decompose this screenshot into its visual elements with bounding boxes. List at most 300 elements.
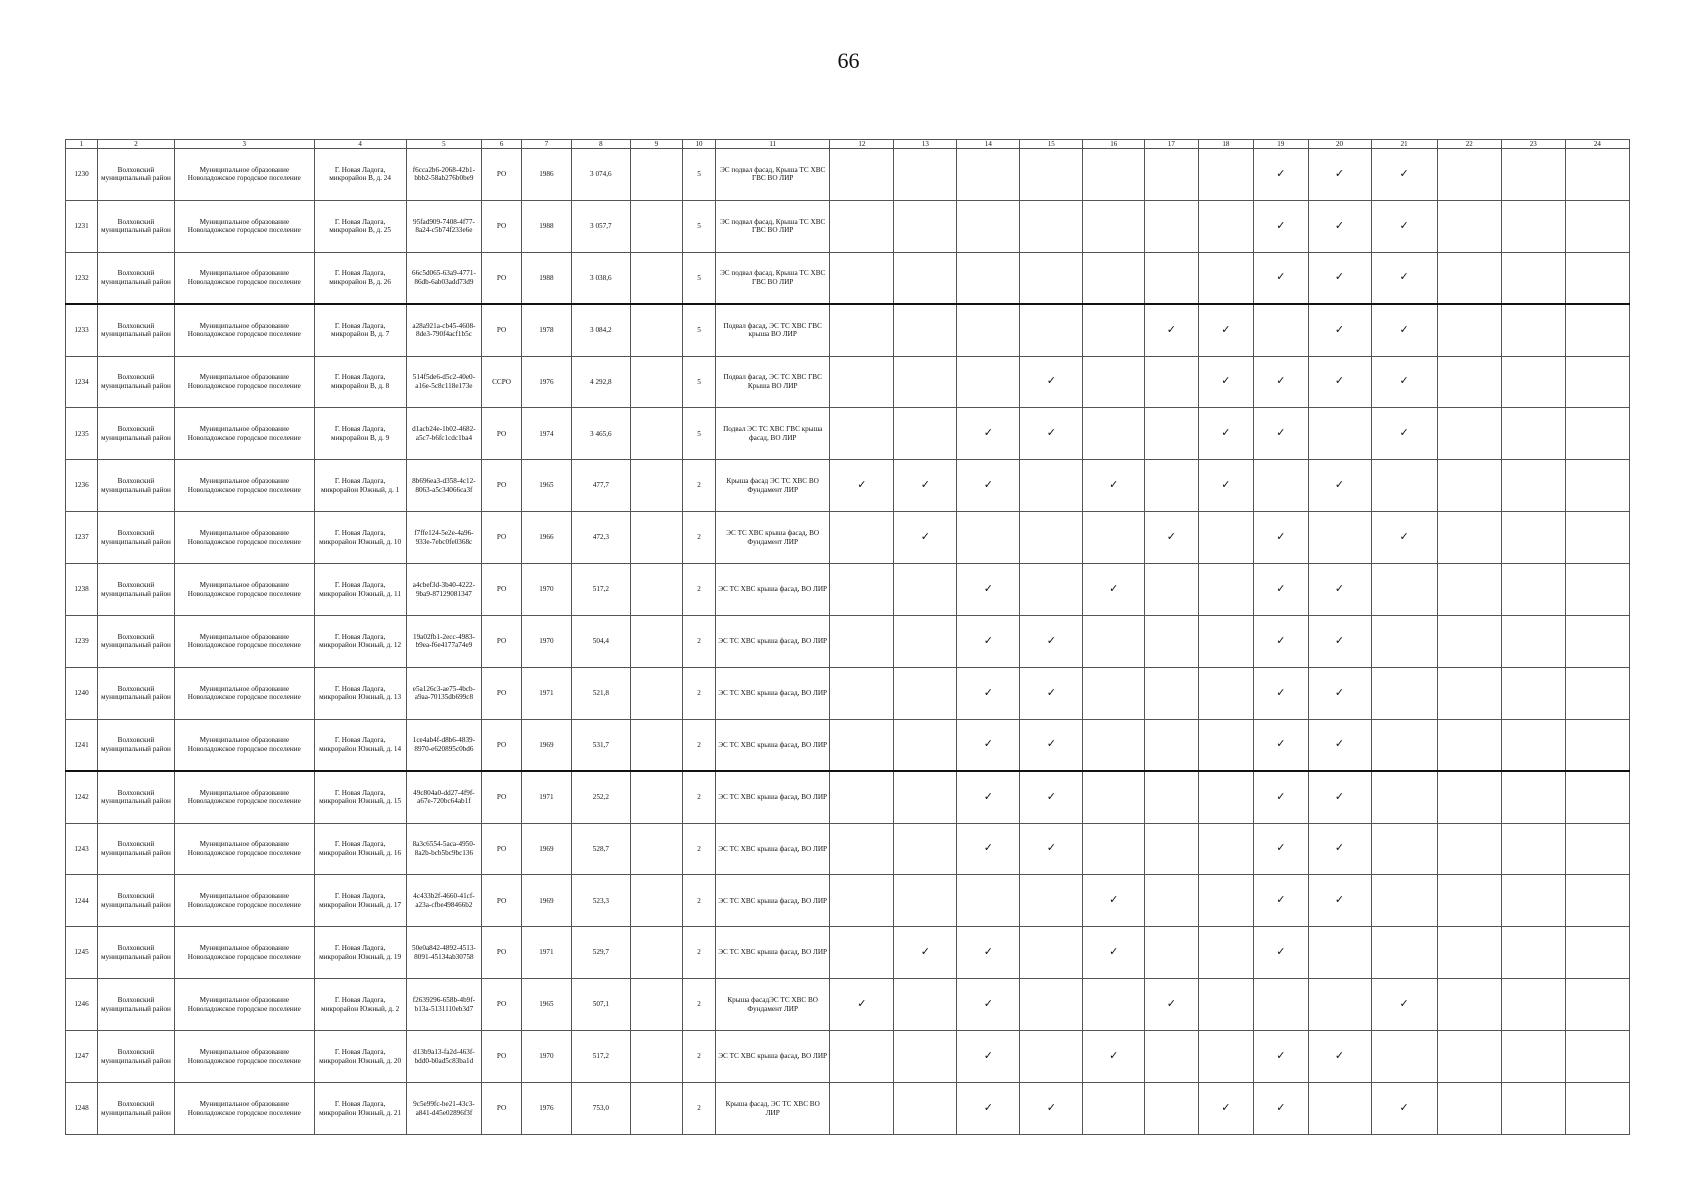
check-cell-col-16 bbox=[1083, 1031, 1145, 1083]
works-cell: ЭС ТС ХВС крыша фасад, ВО ЛИР bbox=[716, 667, 830, 719]
municipality-cell: Муниципальное образование Новоладожское городское поселение bbox=[174, 771, 314, 823]
guid-cell: 8a3c6554-5aca-4950-8a2b-bcb5bc9bc136 bbox=[406, 823, 482, 875]
check-cell-col-24 bbox=[1565, 304, 1629, 356]
check-mark-icon: ✓ bbox=[1046, 427, 1056, 440]
check-cell-col-17 bbox=[1145, 927, 1198, 979]
address-cell: Г. Новая Ладога, микрорайон В, д. 25 bbox=[314, 200, 406, 252]
year-cell: 1965 bbox=[521, 460, 571, 512]
column-number-11: 11 bbox=[716, 140, 830, 149]
check-cell-col-24 bbox=[1565, 149, 1629, 201]
year-cell: 1965 bbox=[521, 979, 571, 1031]
municipality-cell: Муниципальное образование Новоладожское городское поселение bbox=[174, 564, 314, 616]
guid-cell: 514f5de6-d5c2-40e0-a16e-5c8c118e173e bbox=[406, 356, 482, 408]
check-cell-col-22 bbox=[1437, 979, 1501, 1031]
type-cell: РО bbox=[482, 667, 522, 719]
check-cell-col-15 bbox=[1020, 200, 1083, 252]
check-cell-col-19 bbox=[1254, 1083, 1308, 1135]
municipality-cell: Муниципальное образование Новоладожское городское поселение bbox=[174, 408, 314, 460]
check-cell-col-19 bbox=[1254, 252, 1308, 304]
check-mark-icon: ✓ bbox=[1399, 375, 1409, 388]
district-cell: Волховский муниципальный район bbox=[98, 356, 175, 408]
area-cell: 3 038,6 bbox=[571, 252, 630, 304]
works-cell: ЭС ТС ХВС крыша фасад, ВО ЛИР bbox=[716, 823, 830, 875]
row-number: 1235 bbox=[66, 408, 98, 460]
check-mark-icon: ✓ bbox=[1399, 219, 1409, 232]
check-cell-col-13 bbox=[894, 927, 957, 979]
register-table bbox=[65, 139, 1630, 1135]
municipality-cell: Муниципальное образование Новоладожское городское поселение bbox=[174, 149, 314, 201]
check-mark-icon: ✓ bbox=[1276, 842, 1286, 855]
check-cell-col-14 bbox=[957, 1083, 1020, 1135]
check-cell-col-19 bbox=[1254, 667, 1308, 719]
check-cell-col-19 bbox=[1254, 719, 1308, 771]
year-cell: 1976 bbox=[521, 1083, 571, 1135]
check-mark-icon: ✓ bbox=[983, 1049, 993, 1062]
check-mark-icon: ✓ bbox=[983, 946, 993, 959]
check-cell-col-22 bbox=[1437, 564, 1501, 616]
floors-cell: 2 bbox=[682, 616, 715, 668]
check-mark-icon: ✓ bbox=[1334, 1049, 1345, 1062]
table-row bbox=[66, 823, 1630, 875]
area-cell: 753,0 bbox=[571, 1083, 630, 1135]
address-cell: Г. Новая Ладога, микрорайон В, д. 26 bbox=[314, 252, 406, 304]
floors-cell: 2 bbox=[682, 979, 715, 1031]
check-cell-col-13 bbox=[894, 564, 957, 616]
check-cell-col-15 bbox=[1020, 304, 1083, 356]
check-cell-col-15 bbox=[1020, 149, 1083, 201]
check-mark-icon: ✓ bbox=[1276, 531, 1286, 544]
check-cell-col-14 bbox=[957, 564, 1020, 616]
check-cell-col-23 bbox=[1501, 927, 1565, 979]
check-cell-col-21 bbox=[1371, 304, 1437, 356]
municipality-cell: Муниципальное образование Новоладожское городское поселение bbox=[174, 356, 314, 408]
check-cell-col-22 bbox=[1437, 149, 1501, 201]
municipality-cell: Муниципальное образование Новоладожское городское поселение bbox=[174, 667, 314, 719]
check-cell-col-12 bbox=[830, 616, 894, 668]
column-9-cell bbox=[630, 460, 682, 512]
guid-cell: e5a126c3-ae75-4bcb-a9aa-70135db699c8 bbox=[406, 667, 482, 719]
check-cell-col-13 bbox=[894, 304, 957, 356]
check-cell-col-19 bbox=[1254, 356, 1308, 408]
check-cell-col-23 bbox=[1501, 460, 1565, 512]
check-cell-col-18 bbox=[1198, 1031, 1254, 1083]
table-row bbox=[66, 1083, 1630, 1135]
guid-cell: f2639296-658b-4b9f-b13a-5131110eb3d7 bbox=[406, 979, 482, 1031]
check-mark-icon: ✓ bbox=[1399, 427, 1409, 440]
page-number: 66 bbox=[837, 48, 860, 73]
district-cell: Волховский муниципальный район bbox=[98, 512, 175, 564]
check-cell-col-21 bbox=[1371, 200, 1437, 252]
check-cell-col-23 bbox=[1501, 564, 1565, 616]
table-row bbox=[66, 927, 1630, 979]
check-cell-col-23 bbox=[1501, 719, 1565, 771]
check-cell-col-12 bbox=[830, 252, 894, 304]
check-cell-col-14 bbox=[957, 356, 1020, 408]
column-number-13: 13 bbox=[894, 140, 957, 149]
column-number-12: 12 bbox=[830, 140, 894, 149]
table-row bbox=[66, 304, 1630, 356]
column-number-3: 3 bbox=[174, 140, 314, 149]
district-cell: Волховский муниципальный район bbox=[98, 979, 175, 1031]
row-number: 1239 bbox=[66, 616, 98, 668]
check-cell-col-24 bbox=[1565, 1031, 1629, 1083]
check-cell-col-12 bbox=[830, 460, 894, 512]
floors-cell: 5 bbox=[682, 149, 715, 201]
table-row bbox=[66, 979, 1630, 1031]
check-cell-col-24 bbox=[1565, 356, 1629, 408]
row-number: 1247 bbox=[66, 1031, 98, 1083]
check-cell-col-15 bbox=[1020, 1031, 1083, 1083]
check-cell-col-13 bbox=[894, 408, 957, 460]
check-cell-col-16 bbox=[1083, 771, 1145, 823]
check-cell-col-23 bbox=[1501, 771, 1565, 823]
type-cell: РО bbox=[482, 460, 522, 512]
check-cell-col-13 bbox=[894, 979, 957, 1031]
check-cell-col-20 bbox=[1308, 979, 1371, 1031]
type-cell: ССРО bbox=[482, 356, 522, 408]
type-cell: РО bbox=[482, 512, 522, 564]
check-mark-icon: ✓ bbox=[1399, 167, 1409, 180]
works-cell: Подвал фасад, ЭС ТС ХВС ГВС крыша ВО ЛИР bbox=[716, 304, 830, 356]
area-cell: 521,8 bbox=[571, 667, 630, 719]
row-number: 1233 bbox=[66, 304, 98, 356]
address-cell: Г. Новая Ладога, микрорайон Южный, д. 14 bbox=[314, 719, 406, 771]
check-cell-col-24 bbox=[1565, 719, 1629, 771]
check-cell-col-18 bbox=[1198, 460, 1254, 512]
check-cell-col-16 bbox=[1083, 616, 1145, 668]
check-cell-col-19 bbox=[1254, 823, 1308, 875]
table-row bbox=[66, 408, 1630, 460]
check-mark-icon: ✓ bbox=[1046, 842, 1056, 855]
column-9-cell bbox=[630, 1083, 682, 1135]
check-mark-icon: ✓ bbox=[983, 998, 993, 1011]
type-cell: РО bbox=[482, 408, 522, 460]
check-cell-col-16 bbox=[1083, 252, 1145, 304]
year-cell: 1969 bbox=[521, 875, 571, 927]
check-mark-icon: ✓ bbox=[1334, 894, 1345, 907]
check-mark-icon: ✓ bbox=[1166, 531, 1176, 544]
check-cell-col-22 bbox=[1437, 823, 1501, 875]
check-cell-col-12 bbox=[830, 823, 894, 875]
row-number: 1230 bbox=[66, 149, 98, 201]
check-cell-col-16 bbox=[1083, 979, 1145, 1031]
check-cell-col-17 bbox=[1145, 460, 1198, 512]
check-cell-col-22 bbox=[1437, 304, 1501, 356]
check-mark-icon: ✓ bbox=[920, 479, 930, 492]
column-9-cell bbox=[630, 1031, 682, 1083]
check-cell-col-22 bbox=[1437, 667, 1501, 719]
municipality-cell: Муниципальное образование Новоладожское городское поселение bbox=[174, 1083, 314, 1135]
check-cell-col-14 bbox=[957, 460, 1020, 512]
column-number-14: 14 bbox=[957, 140, 1020, 149]
check-cell-col-21 bbox=[1371, 460, 1437, 512]
check-cell-col-19 bbox=[1254, 979, 1308, 1031]
check-cell-col-16 bbox=[1083, 149, 1145, 201]
floors-cell: 2 bbox=[682, 1031, 715, 1083]
guid-cell: 4c433b2f-4660-41cf-a23a-cfbe498466b2 bbox=[406, 875, 482, 927]
check-mark-icon: ✓ bbox=[1046, 1101, 1056, 1114]
row-number: 1242 bbox=[66, 771, 98, 823]
check-cell-col-19 bbox=[1254, 200, 1308, 252]
check-mark-icon: ✓ bbox=[1334, 686, 1345, 699]
check-cell-col-14 bbox=[957, 616, 1020, 668]
check-cell-col-17 bbox=[1145, 252, 1198, 304]
column-number-24: 24 bbox=[1565, 140, 1629, 149]
works-cell: Подвал ЭС ТС ХВС ГВС крыша фасад, ВО ЛИР bbox=[716, 408, 830, 460]
check-cell-col-21 bbox=[1371, 1083, 1437, 1135]
works-cell: ЭС ТС ХВС крыша фасад, ВО ЛИР bbox=[716, 927, 830, 979]
works-cell: Крыша фасад, ЭС ТС ХВС ВО ЛИР bbox=[716, 1083, 830, 1135]
check-cell-col-17 bbox=[1145, 200, 1198, 252]
check-cell-col-18 bbox=[1198, 408, 1254, 460]
check-mark-icon: ✓ bbox=[1334, 582, 1345, 595]
check-cell-col-17 bbox=[1145, 667, 1198, 719]
column-9-cell bbox=[630, 200, 682, 252]
check-cell-col-16 bbox=[1083, 460, 1145, 512]
check-cell-col-17 bbox=[1145, 1031, 1198, 1083]
column-number-16: 16 bbox=[1083, 140, 1145, 149]
district-cell: Волховский муниципальный район bbox=[98, 667, 175, 719]
check-cell-col-23 bbox=[1501, 304, 1565, 356]
check-cell-col-23 bbox=[1501, 667, 1565, 719]
check-cell-col-12 bbox=[830, 200, 894, 252]
district-cell: Волховский муниципальный район bbox=[98, 719, 175, 771]
check-mark-icon: ✓ bbox=[1276, 271, 1286, 284]
column-9-cell bbox=[630, 875, 682, 927]
district-cell: Волховский муниципальный район bbox=[98, 408, 175, 460]
address-cell: Г. Новая Ладога, микрорайон Южный, д. 2 bbox=[314, 979, 406, 1031]
check-cell-col-14 bbox=[957, 512, 1020, 564]
row-number: 1245 bbox=[66, 927, 98, 979]
column-9-cell bbox=[630, 149, 682, 201]
check-cell-col-12 bbox=[830, 356, 894, 408]
floors-cell: 2 bbox=[682, 875, 715, 927]
check-mark-icon: ✓ bbox=[1334, 479, 1345, 492]
check-mark-icon: ✓ bbox=[1334, 271, 1345, 284]
check-cell-col-12 bbox=[830, 771, 894, 823]
type-cell: РО bbox=[482, 823, 522, 875]
check-cell-col-20 bbox=[1308, 771, 1371, 823]
municipality-cell: Муниципальное образование Новоладожское городское поселение bbox=[174, 200, 314, 252]
check-cell-col-19 bbox=[1254, 1031, 1308, 1083]
check-cell-col-16 bbox=[1083, 823, 1145, 875]
check-mark-icon: ✓ bbox=[1334, 219, 1345, 232]
type-cell: РО bbox=[482, 927, 522, 979]
check-cell-col-22 bbox=[1437, 771, 1501, 823]
column-9-cell bbox=[630, 719, 682, 771]
check-cell-col-15 bbox=[1020, 460, 1083, 512]
check-cell-col-21 bbox=[1371, 719, 1437, 771]
check-cell-col-21 bbox=[1371, 1031, 1437, 1083]
row-number: 1237 bbox=[66, 512, 98, 564]
works-cell: ЭС ТС ХВС крыша фасад, ВО ЛИР bbox=[716, 771, 830, 823]
check-cell-col-17 bbox=[1145, 564, 1198, 616]
check-mark-icon: ✓ bbox=[1046, 375, 1056, 388]
check-cell-col-19 bbox=[1254, 460, 1308, 512]
check-cell-col-18 bbox=[1198, 512, 1254, 564]
check-cell-col-21 bbox=[1371, 616, 1437, 668]
check-cell-col-19 bbox=[1254, 512, 1308, 564]
type-cell: РО bbox=[482, 304, 522, 356]
works-cell: ЭС подвал фасад, Крыша ТС ХВС ГВС ВО ЛИР bbox=[716, 149, 830, 201]
column-number-1: 1 bbox=[66, 140, 98, 149]
check-mark-icon: ✓ bbox=[1109, 479, 1119, 492]
check-mark-icon: ✓ bbox=[1046, 686, 1056, 699]
year-cell: 1971 bbox=[521, 927, 571, 979]
check-cell-col-19 bbox=[1254, 875, 1308, 927]
check-cell-col-18 bbox=[1198, 1083, 1254, 1135]
check-cell-col-18 bbox=[1198, 927, 1254, 979]
address-cell: Г. Новая Ладога, микрорайон Южный, д. 15 bbox=[314, 771, 406, 823]
table-row bbox=[66, 875, 1630, 927]
check-cell-col-12 bbox=[830, 667, 894, 719]
district-cell: Волховский муниципальный район bbox=[98, 149, 175, 201]
column-9-cell bbox=[630, 252, 682, 304]
municipality-cell: Муниципальное образование Новоладожское городское поселение bbox=[174, 512, 314, 564]
check-mark-icon: ✓ bbox=[1276, 738, 1286, 751]
check-cell-col-20 bbox=[1308, 875, 1371, 927]
column-9-cell bbox=[630, 771, 682, 823]
check-cell-col-16 bbox=[1083, 564, 1145, 616]
district-cell: Волховский муниципальный район bbox=[98, 616, 175, 668]
municipality-cell: Муниципальное образование Новоладожское городское поселение bbox=[174, 719, 314, 771]
check-cell-col-17 bbox=[1145, 771, 1198, 823]
year-cell: 1986 bbox=[521, 149, 571, 201]
address-cell: Г. Новая Ладога, микрорайон Южный, д. 19 bbox=[314, 927, 406, 979]
check-cell-col-13 bbox=[894, 460, 957, 512]
check-mark-icon: ✓ bbox=[920, 531, 930, 544]
municipality-cell: Муниципальное образование Новоладожское городское поселение bbox=[174, 979, 314, 1031]
check-cell-col-20 bbox=[1308, 356, 1371, 408]
district-cell: Волховский муниципальный район bbox=[98, 823, 175, 875]
column-number-23: 23 bbox=[1501, 140, 1565, 149]
check-cell-col-23 bbox=[1501, 200, 1565, 252]
floors-cell: 2 bbox=[682, 927, 715, 979]
check-cell-col-24 bbox=[1565, 564, 1629, 616]
address-cell: Г. Новая Ладога, микрорайон Южный, д. 1 bbox=[314, 460, 406, 512]
check-cell-col-16 bbox=[1083, 512, 1145, 564]
type-cell: РО bbox=[482, 771, 522, 823]
floors-cell: 5 bbox=[682, 408, 715, 460]
year-cell: 1969 bbox=[521, 719, 571, 771]
column-9-cell bbox=[630, 512, 682, 564]
check-cell-col-17 bbox=[1145, 979, 1198, 1031]
check-cell-col-15 bbox=[1020, 823, 1083, 875]
check-cell-col-20 bbox=[1308, 564, 1371, 616]
type-cell: РО bbox=[482, 616, 522, 668]
check-cell-col-24 bbox=[1565, 200, 1629, 252]
check-cell-col-14 bbox=[957, 304, 1020, 356]
area-cell: 3 465,6 bbox=[571, 408, 630, 460]
check-mark-icon: ✓ bbox=[1276, 1101, 1286, 1114]
area-cell: 504,4 bbox=[571, 616, 630, 668]
check-cell-col-20 bbox=[1308, 719, 1371, 771]
check-cell-col-16 bbox=[1083, 1083, 1145, 1135]
district-cell: Волховский муниципальный район bbox=[98, 1083, 175, 1135]
check-cell-col-21 bbox=[1371, 149, 1437, 201]
check-mark-icon: ✓ bbox=[1276, 427, 1286, 440]
type-cell: РО bbox=[482, 875, 522, 927]
check-cell-col-21 bbox=[1371, 667, 1437, 719]
area-cell: 477,7 bbox=[571, 460, 630, 512]
check-cell-col-16 bbox=[1083, 667, 1145, 719]
check-mark-icon: ✓ bbox=[983, 1101, 993, 1114]
check-cell-col-16 bbox=[1083, 356, 1145, 408]
check-cell-col-21 bbox=[1371, 356, 1437, 408]
row-number: 1244 bbox=[66, 875, 98, 927]
guid-cell: 1ce4ab4f-d8b6-4839-8970-e620895c0bd6 bbox=[406, 719, 482, 771]
check-cell-col-13 bbox=[894, 149, 957, 201]
guid-cell: d1acb24e-1b02-4682-a5c7-b6fc1cdc1ba4 bbox=[406, 408, 482, 460]
check-mark-icon: ✓ bbox=[1334, 375, 1345, 388]
check-cell-col-24 bbox=[1565, 252, 1629, 304]
check-cell-col-17 bbox=[1145, 1083, 1198, 1135]
check-mark-icon: ✓ bbox=[857, 479, 867, 492]
area-cell: 507,1 bbox=[571, 979, 630, 1031]
row-number: 1241 bbox=[66, 719, 98, 771]
check-cell-col-21 bbox=[1371, 771, 1437, 823]
check-cell-col-23 bbox=[1501, 149, 1565, 201]
check-mark-icon: ✓ bbox=[1399, 323, 1409, 336]
check-cell-col-23 bbox=[1501, 1083, 1565, 1135]
floors-cell: 5 bbox=[682, 200, 715, 252]
check-mark-icon: ✓ bbox=[1334, 842, 1345, 855]
check-cell-col-15 bbox=[1020, 979, 1083, 1031]
check-cell-col-19 bbox=[1254, 771, 1308, 823]
check-cell-col-12 bbox=[830, 564, 894, 616]
check-cell-col-15 bbox=[1020, 564, 1083, 616]
district-cell: Волховский муниципальный район bbox=[98, 460, 175, 512]
table-row bbox=[66, 771, 1630, 823]
check-cell-col-19 bbox=[1254, 927, 1308, 979]
check-cell-col-20 bbox=[1308, 149, 1371, 201]
municipality-cell: Муниципальное образование Новоладожское городское поселение bbox=[174, 927, 314, 979]
type-cell: РО bbox=[482, 252, 522, 304]
check-cell-col-17 bbox=[1145, 408, 1198, 460]
check-cell-col-14 bbox=[957, 823, 1020, 875]
check-cell-col-24 bbox=[1565, 616, 1629, 668]
year-cell: 1974 bbox=[521, 408, 571, 460]
check-cell-col-18 bbox=[1198, 823, 1254, 875]
type-cell: РО bbox=[482, 979, 522, 1031]
municipality-cell: Муниципальное образование Новоладожское городское поселение bbox=[174, 823, 314, 875]
check-mark-icon: ✓ bbox=[1334, 790, 1345, 803]
check-cell-col-23 bbox=[1501, 875, 1565, 927]
year-cell: 1971 bbox=[521, 771, 571, 823]
address-cell: Г. Новая Ладога, микрорайон Южный, д. 13 bbox=[314, 667, 406, 719]
check-cell-col-13 bbox=[894, 200, 957, 252]
check-cell-col-22 bbox=[1437, 252, 1501, 304]
column-9-cell bbox=[630, 304, 682, 356]
table-body bbox=[66, 149, 1630, 1135]
check-cell-col-24 bbox=[1565, 667, 1629, 719]
check-cell-col-24 bbox=[1565, 823, 1629, 875]
check-cell-col-17 bbox=[1145, 356, 1198, 408]
check-cell-col-18 bbox=[1198, 564, 1254, 616]
district-cell: Волховский муниципальный район bbox=[98, 927, 175, 979]
column-number-6: 6 bbox=[482, 140, 522, 149]
year-cell: 1971 bbox=[521, 667, 571, 719]
area-cell: 3 057,7 bbox=[571, 200, 630, 252]
check-mark-icon: ✓ bbox=[983, 842, 993, 855]
address-cell: Г. Новая Ладога, микрорайон Южный, д. 16 bbox=[314, 823, 406, 875]
check-cell-col-20 bbox=[1308, 408, 1371, 460]
check-cell-col-21 bbox=[1371, 512, 1437, 564]
column-number-4: 4 bbox=[314, 140, 406, 149]
address-cell: Г. Новая Ладога, микрорайон В, д. 9 bbox=[314, 408, 406, 460]
address-cell: Г. Новая Ладога, микрорайон В, д. 8 bbox=[314, 356, 406, 408]
check-cell-col-22 bbox=[1437, 616, 1501, 668]
